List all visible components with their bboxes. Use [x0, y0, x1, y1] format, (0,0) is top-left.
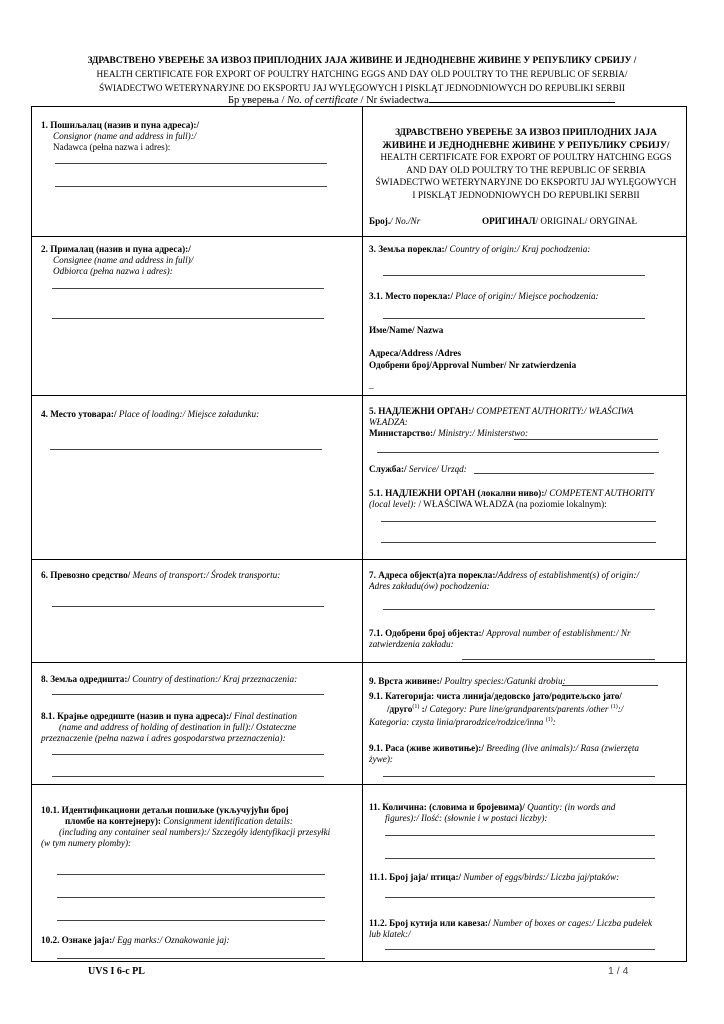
- section-9-1-label: 9.1. Категорија: чиста линија/дедовско јато/родитељско јато/ /друго$^{(1)}$ :/ Category: Pure line/grandparents/parents /other $^{(1)}$:/ Kategoria: czysta linia/prarodzice/rodzice/inna $^{(1)}$:: [369, 691, 624, 728]
- row-divider: [31, 395, 687, 396]
- section-5-1-label: 5.1. НАДЛЕЖНИ ОРГАН (локални ниво):/ COMPETENT AUTHORITY (local level): / WŁAŚCIWA WŁADZA (na poziomie lokalnym):: [369, 488, 655, 509]
- section-5-label: 5. НАДЛЕЖНИ ОРГАН:/ COMPETENT AUTHORITY:/ WŁAŚCIWA WŁADZA: Министарство:/ Ministry:/ Ministerstwo:: [369, 406, 634, 438]
- row-divider: [31, 236, 687, 237]
- local-authority-field[interactable]: [381, 542, 656, 543]
- form-code: UVS I 6-c PL: [88, 966, 145, 977]
- certificate-no-label: Број./ No./Nr: [369, 216, 421, 226]
- consignment-id-field[interactable]: [57, 874, 325, 875]
- section-11-1-label: 11.1. Број јаја/ птица:/ Number of eggs/birds:/ Liczba jaj/ptaków:: [369, 872, 620, 882]
- consignor-field[interactable]: [55, 163, 327, 164]
- section-7-1-label: 7.1. Одобрени број објекта:/ Approval number of establishment:/ Nr zatwierdzenia zakładu:: [369, 628, 631, 649]
- quantity-field[interactable]: [385, 835, 655, 836]
- original-label: ОРИГИНАЛ/ ORIGINAL/ ORYGINAŁ: [482, 216, 638, 226]
- section-2-label: 2. Прималац (назив и пуна адреса):/ Consignee (name and address in full)/ Odbiorca (pełna nazwa i adres):: [41, 244, 194, 276]
- section-11-label: 11. Количина: (словима и бројевима)/ Quantity: (in words and figures):/ Ilość: (słownie i w postaci liczby):: [369, 802, 616, 823]
- row-divider: [31, 784, 687, 785]
- section-10-1-label: 10.1. Идентификациони детаљи пошиљке (укључујући број пломбе на контејнеру): Consignment identification details: (including any container seal numbers):/ Szczegóły identyfikacji przesyłki (w tym numery plomby):: [41, 805, 331, 848]
- header-title-pl: ŚWIADECTWO WETERYNARYJNE DO EKSPORTU JAJ WYLĘGOWYCH I PISKLĄT JEDNODNIOWYCH DO REPUBLIKI SERBII: [99, 84, 625, 94]
- approval-number-label: Одобрени број/Approval Number/ Nr zatwierdzenia: [369, 360, 577, 370]
- column-divider: [362, 106, 363, 962]
- certificate-number-line: [228, 95, 615, 106]
- certno-label-en: No. of certificate: [287, 95, 358, 106]
- section-11-2-label: 11.2. Број кутија или кавеза:/ Number of boxes or cages:/ Liczba pudełek lub klatek:/: [369, 918, 653, 939]
- certno-label-sr: Бр уверења /: [228, 95, 288, 106]
- quantity-field[interactable]: [385, 858, 655, 859]
- section-1-label: 1. Пошиљалац (назив и пуна адреса):/ Consignor (name and address in full):/ Nadawca (pełna nazwa i adres):: [41, 120, 200, 152]
- consignor-field[interactable]: [55, 186, 327, 187]
- address-label: Адреса/Address /Adres: [369, 348, 462, 358]
- final-destination-field[interactable]: [52, 754, 324, 755]
- name-label: Име/Name/ Nazwa: [369, 325, 444, 335]
- consignee-field[interactable]: [52, 318, 324, 319]
- country-of-destination-field[interactable]: [52, 694, 324, 695]
- section-3-1-label: 3.1. Место порекла:/ Place of origin:/ Miejsce pochodzenia:: [369, 291, 599, 301]
- ministry-field[interactable]: [514, 439, 658, 440]
- approval-number-field[interactable]: _: [369, 380, 374, 390]
- certno-label-pl: / Nr świadectwa: [357, 95, 429, 106]
- consignee-field[interactable]: [52, 288, 324, 289]
- page-number: 1 / 4: [608, 965, 629, 977]
- country-of-origin-field[interactable]: [383, 275, 645, 276]
- local-authority-field[interactable]: [381, 521, 656, 522]
- section-6-label: 6. Превозно средство/ Means of transport:/ Środek transportu:: [41, 570, 281, 580]
- section-10-2-label: 10.2. Ознаке јаја:/ Egg marks:/ Oznakowanie jaj:: [41, 935, 230, 945]
- final-destination-field[interactable]: [52, 776, 324, 777]
- section-9-label: 9. Врста живине:/ Poultry species:/Gatunki drobiu:: [369, 676, 566, 686]
- establishment-address-field[interactable]: [383, 609, 655, 610]
- number-of-boxes-field[interactable]: [385, 949, 655, 950]
- row-divider: [31, 559, 687, 560]
- number-of-eggs-field[interactable]: [385, 897, 655, 898]
- section-8-1-label: 8.1. Крајње одредиште (назив и пуна адреса):/ Final destination (name and address of holding of destination in full):/ Ostateczne przeznaczenie (pełna nazwa i adres gospodarstwa przeznaczenia):: [41, 711, 298, 743]
- place-of-loading-field[interactable]: [50, 449, 322, 450]
- poultry-species-field[interactable]: [562, 685, 658, 686]
- section-8-label: 8. Земља одредишта:/ Country of destination:/ Kraj przeznaczenia:: [41, 674, 298, 684]
- section-4-label: 4. Место утовара:/ Place of loading:/ Miejsce załadunku:: [41, 409, 260, 419]
- service-field[interactable]: [474, 473, 654, 474]
- row-divider: [31, 662, 687, 663]
- header-title-sr: ЗДРАВСТВЕНО УВЕРЕЊЕ ЗА ИЗВОЗ ПРИПЛОДНИХ ЈАЈА ЖИВИНЕ И ЈЕДНОДНЕВНЕ ЖИВИНЕ У РЕПУБЛИКУ СРБИЈУ /: [87, 56, 637, 66]
- certno-field[interactable]: [429, 102, 615, 103]
- section-7-label: 7. Адреса објект(а)та порекла:/Address of establishment(s) of origin:/ Adres zakładu(ów) pochodzenia:: [369, 570, 639, 591]
- egg-marks-field[interactable]: [57, 958, 325, 959]
- ministry-field-2[interactable]: [377, 452, 659, 453]
- consignment-id-field[interactable]: [57, 920, 325, 921]
- section-9-1-breed-label: 9.1. Раса (живе животиње):/ Breeding (live animals):/ Rasa (zwierzęta żywe):: [369, 743, 639, 764]
- service-label: Служба:/ Service/ Urząd:: [369, 464, 467, 474]
- header-title-en: HEALTH CERTIFICATE FOR EXPORT OF POULTRY HATCHING EGGS AND DAY OLD POULTRY TO THE REPUBLIC OF SERBIA/: [96, 70, 628, 80]
- consignment-id-field[interactable]: [57, 897, 325, 898]
- certificate-title-box: ЗДРАВСТВЕНО УВЕРЕЊЕ ЗА ИЗВОЗ ПРИПЛОДНИХ ЈАЈА ЖИВИНЕ И ЈЕДНОДНЕВНЕ ЖИВИНЕ У РЕПУБЛИКУ СРБИЈУ/ HEALTH CERTIFICATE FOR EXPORT OF POULTRY HATCHING EGGS AND DAY OLD POULTRY TO THE REPUBLIC OF SERBIA ŚWIADECTWO WETERYNARYJNE DO EKSPORTU JAJ WYLĘGOWYCH I PISKLĄT JEDNODNIOWYCH DO REPUBLIKI SERBII: [375, 128, 677, 201]
- means-of-transport-field[interactable]: [52, 606, 324, 607]
- establishment-approval-field[interactable]: [462, 659, 655, 660]
- section-3-label: 3. Земља порекла:/ Country of origin:/ Kraj pochodzenia:: [369, 244, 591, 254]
- breeding-field[interactable]: [383, 776, 655, 777]
- place-of-origin-field[interactable]: [383, 318, 645, 319]
